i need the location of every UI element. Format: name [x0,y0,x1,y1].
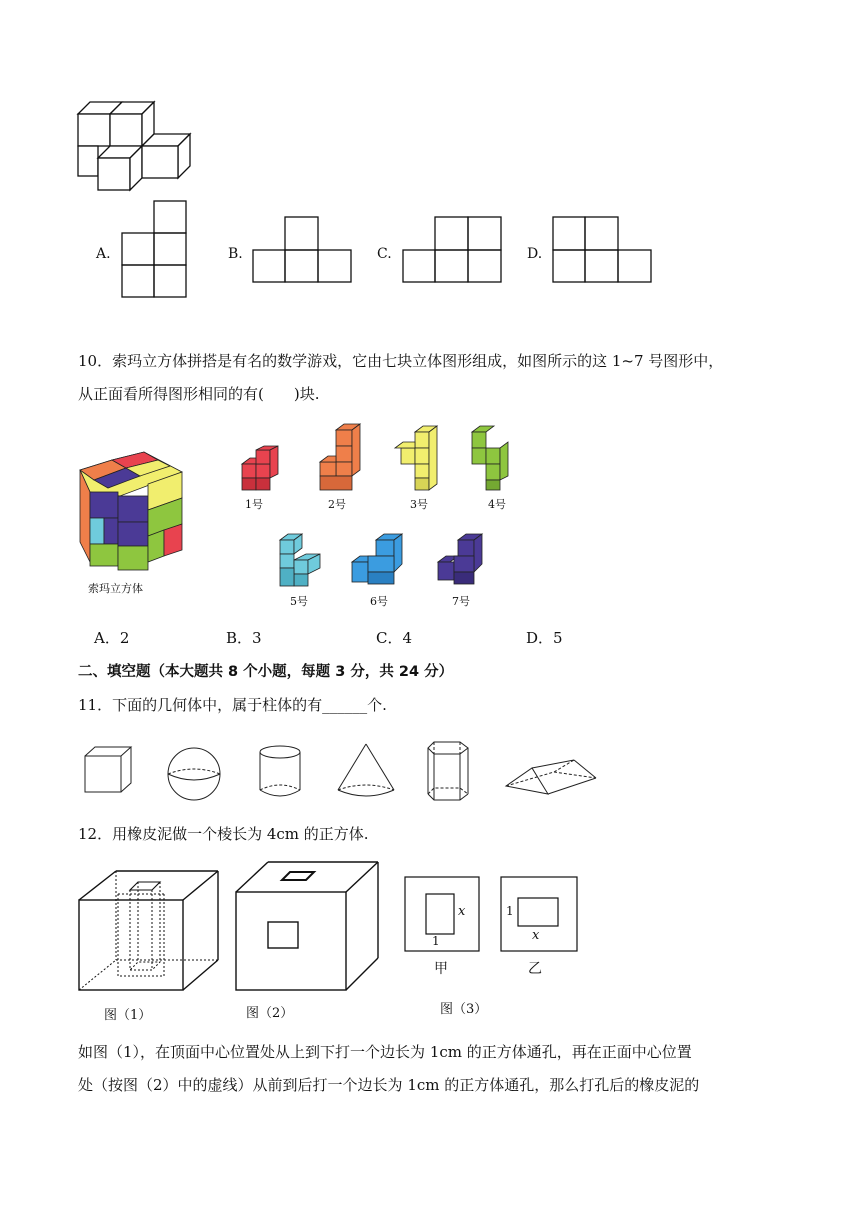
soma-piece-3-label: 3号 [410,498,428,511]
q11-cube-solid [84,746,134,796]
q10-option-c: C．4 [376,629,413,647]
q12-yi-x-label: x [532,928,540,943]
q11-question: 11．下面的几何体中，属于柱体的有______个. [78,696,387,714]
soma-piece-2-figure [316,424,370,492]
soma-piece-1-figure [240,446,292,492]
q12-paragraph-line2: 处（按图（2）中的虚线）从前到后打一个边长为 1cm 的正方体通孔，那么打孔后的橡皮泥的 [78,1076,700,1094]
q9-option-c-label: C. [377,246,392,262]
q9-option-b-label: B. [228,246,243,262]
soma-piece-4-figure [470,426,520,492]
q12-question: 12．用橡皮泥做一个棱长为 4cm 的正方体. [78,825,369,843]
q10-option-a: A．2 [94,629,130,647]
q12-figure-3-jia-square [404,876,480,952]
soma-piece-2-label: 2号 [328,498,346,511]
q10-question-line2: 从正面看所得图形相同的有( )块. [78,385,320,403]
soma-piece-6-label: 6号 [370,595,388,608]
q12-yi-caption: 乙 [528,961,542,977]
q12-paragraph-line1: 如图（1），在顶面中心位置处从上到下打一个边长为 1cm 的正方体通孔，再在正面中心位置 [78,1043,692,1061]
soma-piece-6-figure [350,534,408,588]
q11-hexagonal-prism-solid [426,740,470,802]
q9-option-a-figure [121,200,187,300]
soma-piece-4-label: 4号 [488,498,506,511]
soma-piece-7-label: 7号 [452,595,470,608]
q12-figure-2-caption: 图（2） [246,1006,294,1021]
soma-cube-caption: 索玛立方体 [88,582,143,595]
q12-figure-1-caption: 图（1） [104,1008,152,1023]
q9-cube-stack-figure [76,100,196,192]
q9-option-d-label: D. [527,246,543,262]
soma-piece-7-figure [436,534,488,588]
q11-cone-solid [336,742,396,802]
soma-piece-3-figure [393,426,443,492]
q9-option-b-figure [252,216,352,284]
section-2-heading: 二、填空题（本大题共 8 个小题，每题 3 分，共 24 分） [78,664,454,680]
q12-figure-3-caption: 图（3） [440,1002,488,1017]
q12-figure-2-cube [234,860,380,994]
q11-sphere-solid [166,746,222,802]
q12-yi-1-label: 1 [506,904,514,918]
q10-option-d: D．5 [526,629,563,647]
q9-option-a-label: A. [96,246,111,262]
q10-option-b: B．3 [226,629,262,647]
soma-cube-figure [78,452,188,572]
q10-question-line1: 10．索玛立方体拼搭是有名的数学游戏，它由七块立体图形组成，如图所示的这 1~7 号图形中， [78,352,724,370]
soma-piece-5-label: 5号 [290,595,308,608]
soma-piece-1-label: 1号 [245,498,263,511]
q12-jia-caption: 甲 [434,961,448,977]
soma-piece-5-figure [276,534,330,588]
q12-jia-x-label: x [458,904,466,919]
q9-option-c-figure [402,216,502,284]
q9-option-d-figure [552,216,652,284]
q11-cylinder-solid [256,744,304,800]
q12-figure-1-cube [78,870,220,994]
q12-jia-1-label: 1 [432,934,440,948]
q11-triangular-prism-solid [504,758,598,796]
